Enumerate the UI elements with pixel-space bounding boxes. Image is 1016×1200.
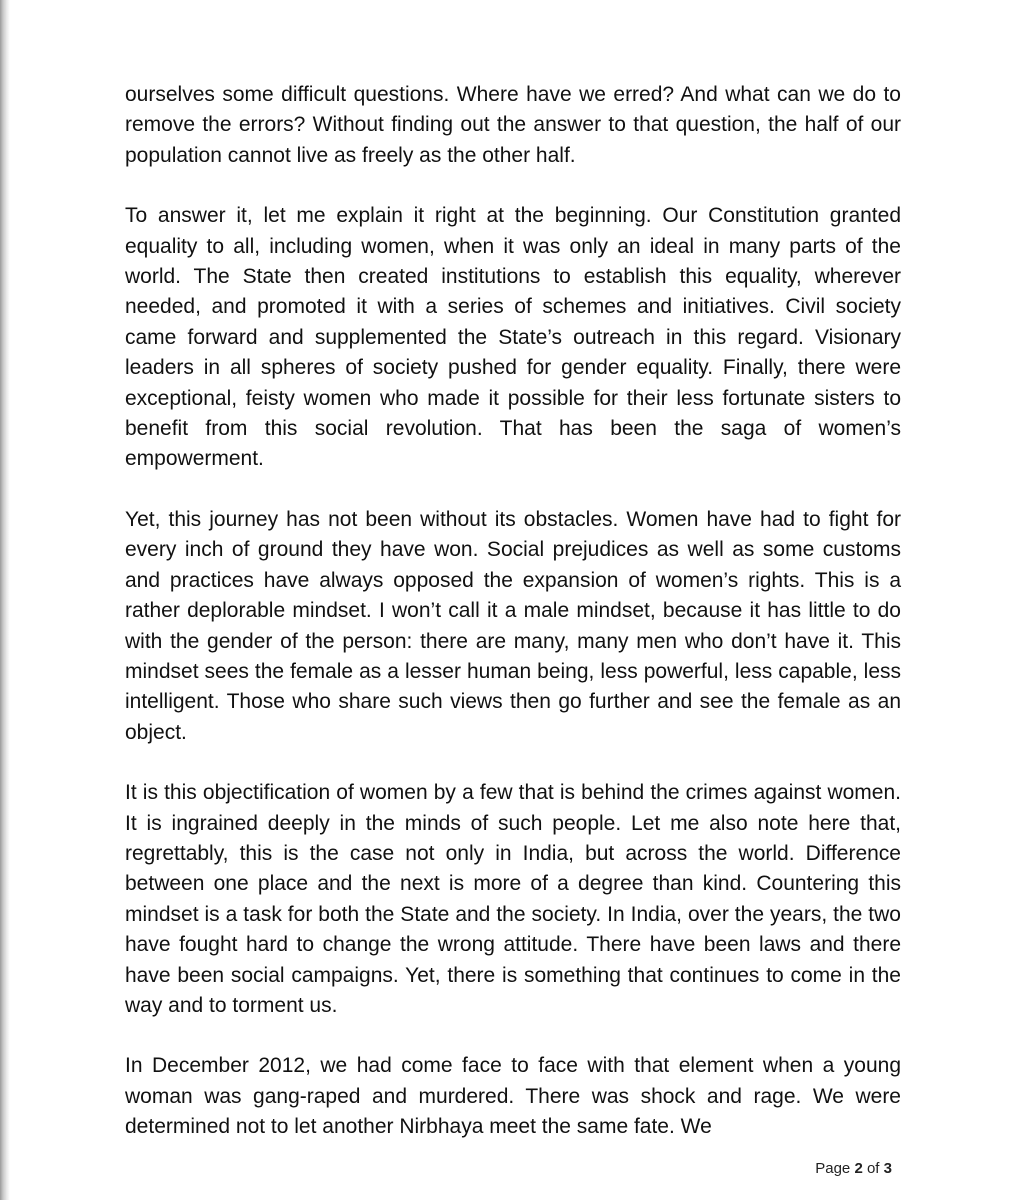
paragraph-4: It is this objectification of women by a few that is behind the crimes against women. It is ingrained deeply in the minds of such people. Let me also note here that, regrettably, this is the case not only in India, but across the world. Difference between one place and the next is more of a degree than kind. Countering this mindset is a task for both the State and the society. In India, over the years, the two have fought hard to change the wrong attitude. There have been laws and there have been social campaigns. Yet, there is something that continues to come in the way and to torment us. <box>125 781 901 1017</box>
paragraph-5: In December 2012, we had come face to face with that element when a young woman was gang-raped and murdered. There was shock and rage. We were determined not to let another Nirbhaya meet the same fate. We <box>125 1054 901 1139</box>
total-pages-number: 3 <box>883 1160 892 1177</box>
page-number-footer <box>815 1160 892 1177</box>
paragraph-2: To answer it, let me explain it right at the beginning. Our Constitution granted equality to all, including women, when it was only an ideal in many parts of the world. The State then created institutions to establish this equality, wherever needed, and promoted it with a series of schemes and initiatives. Civil society came forward and supplemented the State’s outreach in this regard. Visionary leaders in all spheres of society pushed for gender equality. Finally, there were exceptional, feisty women who made it possible for their less fortunate sisters to benefit from this social revolution. That has been the saga of women’s empowerment. <box>125 204 901 471</box>
current-page-number: 2 <box>854 1160 863 1177</box>
of-word: of <box>866 1160 880 1177</box>
document-body <box>125 80 901 1143</box>
page-word: Page <box>815 1160 851 1177</box>
paragraph-1: ourselves some difficult questions. Where have we erred? And what can we do to remove the errors? Without finding out the answer to that question, the half of our population cannot live as freely as the other half. <box>125 83 901 167</box>
paragraph-3: Yet, this journey has not been without its obstacles. Women have had to fight for every inch of ground they have won. Social prejudices as well as some customs and practices have always opposed the expansion of women’s rights. This is a rather deplorable mindset. I won’t call it a male mindset, because it has little to do with the gender of the person: there are many, many men who don’t have it. This mindset sees the female as a lesser human being, less powerful, less capable, less intelligent. Those who share such views then go further and see the female as an object. <box>125 507 901 744</box>
document-page <box>10 0 1016 1200</box>
page-edge-shadow <box>0 0 10 1200</box>
